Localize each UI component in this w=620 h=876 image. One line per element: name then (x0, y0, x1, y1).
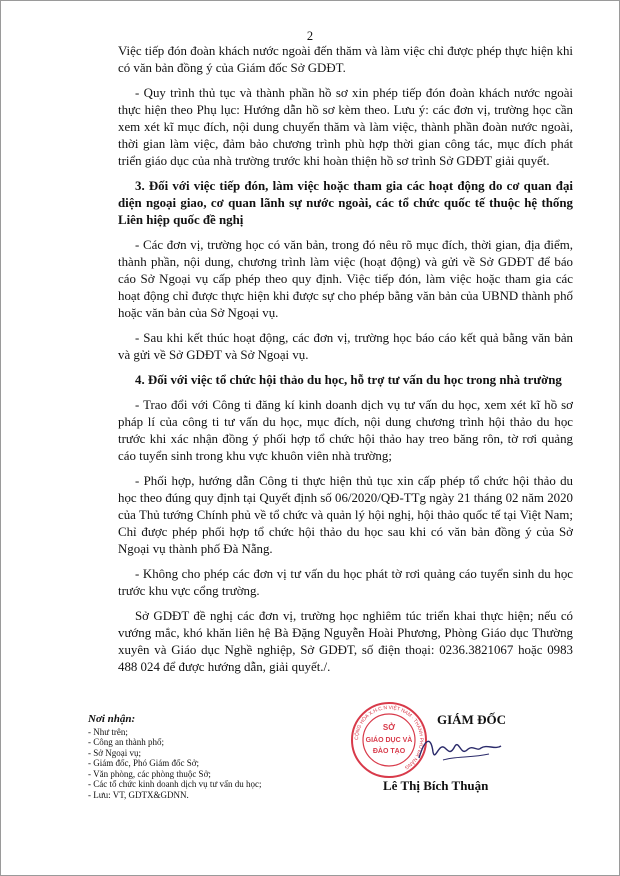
paragraph: - Các đơn vị, trường học có văn bản, trong đó nêu rõ mục đích, thời gian, địa điểm, thành phần, nội dung, chương trình làm việc (hoạt động) và gửi về Sở GDĐT để báo cáo Sở Ngoại vụ cấp phép theo quy định. Việc tiếp đón, làm việc hoặc tham gia các hoạt động chỉ được thực hiện khi được sự cho phép bằng văn bản của UBND thành phố hoặc văn bản của Sở Ngoại vụ. (118, 238, 573, 320)
signature-block (345, 700, 555, 810)
section-heading: 4. Đối với việc tổ chức hội thảo du học, hỗ trợ tư vấn du học trong nhà trường (135, 373, 562, 387)
paragraph: - Phối hợp, hướng dẫn Công ti thực hiện thủ tục xin cấp phép tổ chức hội thảo du học theo đúng quy định tại Quyết định số 06/2020/QĐ-TTg ngày 21 tháng 02 năm 2020 của Thủ tướng Chính phủ về tổ chức và quản lý hội nghị, hội thảo quốc tế tại Việt Nam; Chỉ được phép phối hợp tổ chức hội thảo du học sau khi có văn bản đồng ý của Sở Ngoại vụ thành phố Đà Nẵng. (118, 474, 573, 556)
section-heading: 3. Đối với việc tiếp đón, làm việc hoặc tham gia các hoạt động do cơ quan đại diện ngoại giao, cơ quan lãnh sự nước ngoài, các tổ chức quốc tế thuộc hệ thống Liên hiệp quốc đề nghị (118, 179, 573, 227)
handwritten-signature (415, 728, 505, 768)
seal-line-3: ĐÀO TẠO (372, 748, 406, 755)
page-number: 2 (306, 29, 314, 43)
paragraph: - Trao đổi với Công ti đăng kí kinh doanh dịch vụ tư vấn du học, xem xét kĩ hồ sơ pháp lí của công ti tư vấn du học, mục đích, nội dung chương trình hội thảo du học trước khi xác nhận đồng ý phối hợp tổ chức hội thảo hay treo băng rôn, tờ rơi quảng cáo tuyển sinh trong khu vực khuôn viên nhà trường; (118, 398, 573, 463)
recipients-list (88, 727, 328, 801)
recipient-item: - Lưu: VT, GDTX&GDNN. (88, 789, 189, 800)
document-body (118, 43, 573, 684)
recipients-block (88, 714, 328, 800)
seal-line-2: GIÁO DỤC VÀ (365, 737, 413, 744)
recipient-item: - Như trên; (88, 726, 128, 737)
paragraph: - Không cho phép các đơn vị tư vấn du học phát tờ rơi quảng cáo tuyển sinh du học trước khu vực cổng trường. (118, 567, 573, 598)
seal-ring-text: CỘNG HÒA X.H.C.N VIỆT NAM · THÀNH PHỐ ĐÀ NẴNG (353, 704, 425, 771)
paragraph: - Quy trình thủ tục và thành phần hồ sơ xin phép tiếp đón đoàn khách nước ngoài thực hiện theo Phụ lục: Hướng dẫn hồ sơ kèm theo. Lưu ý: các đơn vị, trường học cần xem xét kĩ mục đích, nội dung chuyến thăm và làm việc, thành phần đoàn nước ngoài, thời gian làm việc, đảm bảo chương trình phù hợp thời gian công tác, mục đích phát triển giáo dục của nhà trường trước khi hoàn thiện hồ sơ trình Sở GDĐT giải quyết. (118, 86, 573, 168)
paragraph: Việc tiếp đón đoàn khách nước ngoài đến thăm và làm việc chỉ được phép thực hiện khi có văn bản đồng ý của Giám đốc Sở GDĐT. (118, 44, 573, 75)
recipient-item: - Sở Ngoại vụ; (88, 747, 142, 758)
paragraph: Sở GDĐT đề nghị các đơn vị, trường học nghiêm túc triển khai thực hiện; nếu có vướng mắc, khó khăn liên hệ Bà Đặng Nguyễn Hoài Phương, Phòng Giáo dục Thường xuyên và Giáo dục Nghề nghiệp, Sở GDĐT, số điện thoại: 0236.3821067 hoặc 0983 488 024 để được hướng dẫn, giải quyết./. (118, 609, 573, 674)
recipient-item: - Giám đốc, Phó Giám đốc Sở; (88, 758, 199, 768)
recipients-title: Nơi nhận: (88, 713, 136, 725)
recipient-item: - Văn phòng, các phòng thuộc Sở; (88, 768, 211, 779)
recipient-item: - Công an thành phố; (88, 737, 164, 747)
recipient-item: - Các tổ chức kinh doanh dịch vụ tư vấn du học; (88, 779, 262, 789)
signer-role: GIÁM ĐỐC (437, 712, 506, 727)
signer-name: Lê Thị Bích Thuận (383, 778, 489, 793)
seal-line-1: SỞ (382, 723, 396, 732)
paragraph: - Sau khi kết thúc hoạt động, các đơn vị, trường học báo cáo kết quả bằng văn bản và gửi về Sở GDĐT và Sở Ngoại vụ. (118, 331, 573, 362)
